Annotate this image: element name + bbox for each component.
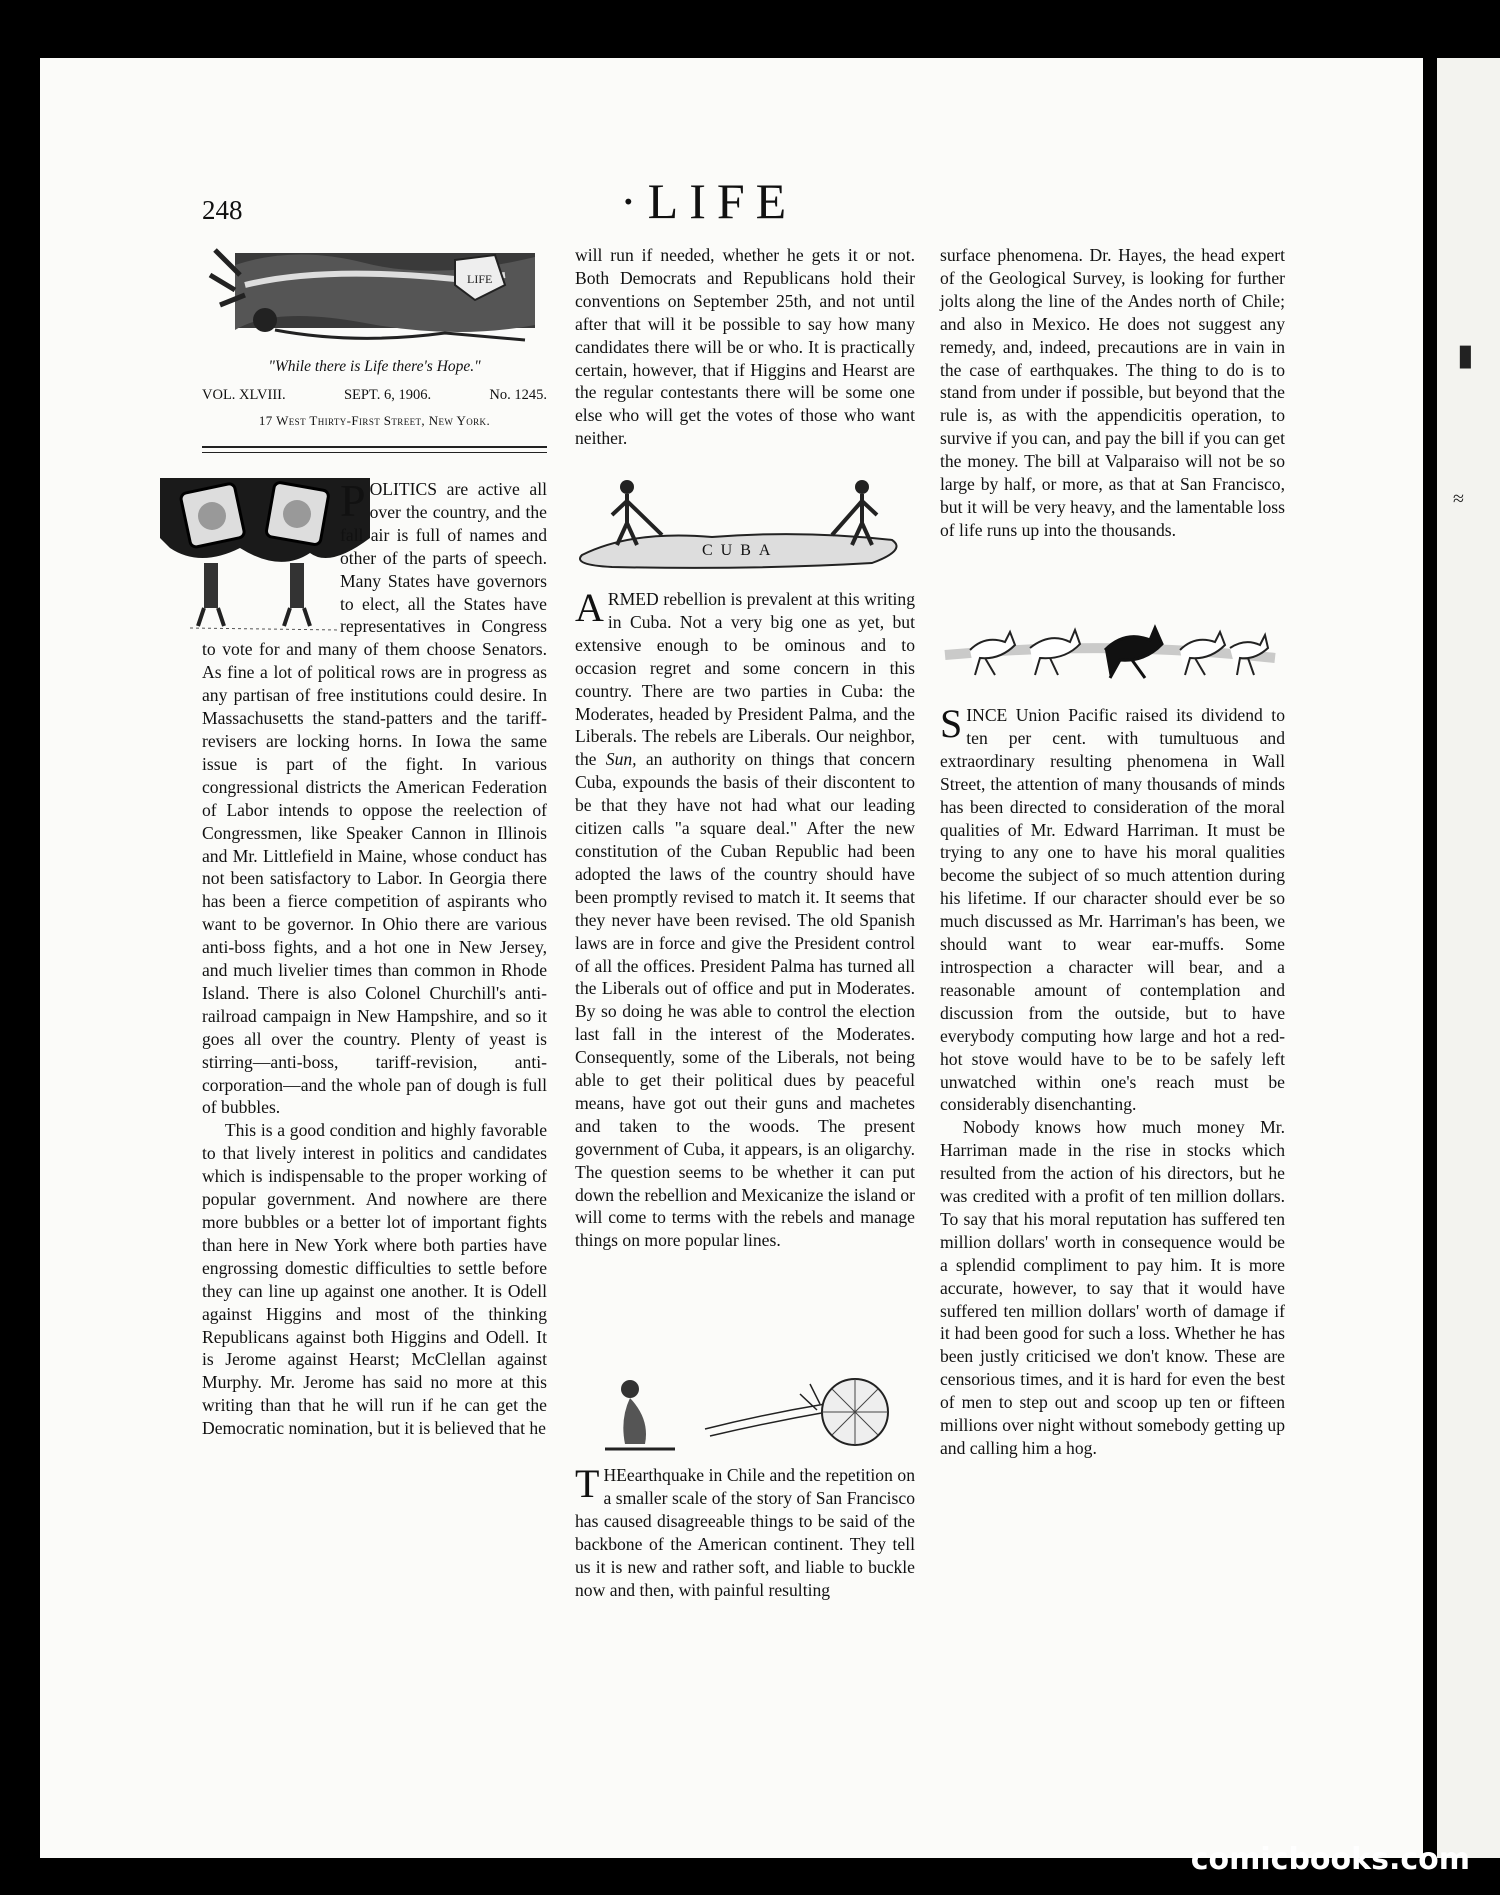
cuba-illustration	[572, 475, 917, 573]
cuba-lead-caps: RMED	[607, 589, 659, 609]
masthead-illustration	[205, 245, 545, 350]
next-page-edge	[1437, 58, 1500, 1858]
column-1	[202, 475, 547, 1440]
next-page-mark: ▮	[1457, 339, 1474, 372]
politics-continued: will run if needed, whether he gets it or not. Both Democrats and Republicans hold their conventions on September 25th, and not until after that will it be possible to say how many candidates there will be or who. It is practically certain, however, that if Higgins and Hearst are the regular contestants there will be some one else who will get the votes of those who want neither.	[575, 245, 915, 449]
cuba-text: rebellion is prevalent at this writing in Cuba. Not a very big one as yet, but extensive enough to be ominous and to occasion regret and some concern in this country. There are two parties in Cuba: the Moderates, headed by President Palma, and the Liberals. The rebels are Liberals. Our neighbor, the	[575, 589, 915, 770]
earthquake-illustration	[595, 1374, 905, 1456]
next-page-mark: ≈	[1453, 488, 1464, 510]
drop-cap: A	[575, 585, 604, 630]
column-2	[575, 244, 915, 450]
harriman-text: Union Pacific raised its dividend to ten per cent. with tumultuous and extraordinary resulting phenomena in Wall Street, the attention of many thousands of minds has been directed to consideration of the moral qualities of Mr. Edward Harriman. It must be trying to any one to have his moral qualities become the subject of so much attention during his lifetime. If our character should ever be so much discussed as Mr. Harriman's has been, we should want to wear ear-muffs. Some introspection a character will bear, and a reasonable amount of contemplation and discussion from the outside, but to have everybody computing how large and hot a red-hot stove would have to be to be safely left unwatched within one's reach must be considerably disenchanting.	[940, 705, 1285, 1115]
title-text: LIFE	[647, 173, 798, 229]
drop-cap: S	[940, 701, 963, 746]
address: 17 West Thirty-First Street, New York.	[258, 413, 491, 428]
header-rule	[202, 452, 547, 453]
horses-illustration	[940, 620, 1280, 680]
harriman-lead-caps: INCE	[966, 705, 1008, 725]
harriman-paragraph-2: Nobody knows how much money Mr. Harriman made in the rise in stocks which resulted from the action of his directors, but he was credited with a profit of ten million dollars. To say that his moral reputation has suffered ten million dollars' worth in consequence would be a splendid compliment to pay him. It is more accurate, however, to say that it would have suffered ten million dollars' worth of damage if it had been good for such a loss. Whether he has been justly criticised we don't know. These are censorious times, and it is hard for even the best of men to step out and scoop up ten or fifteen millions over night without somebody getting up and calling him a hog.	[940, 1117, 1285, 1458]
article-cuba	[575, 585, 915, 1252]
drop-cap: T	[575, 1461, 600, 1506]
masthead-banner-text: LIFE	[467, 272, 493, 286]
page-number: 248	[202, 195, 243, 225]
issue-number: No. 1245.	[489, 387, 547, 403]
politics-lead-text: OLITICS are active all over the country, and the fall air is full of names and other of the parts of speech. Many States have governors to elect, all the States have representatives in Congress to vote for and many of them choose Senators. As fine a lot of political rows are in progress as any partisan of free institutions could desire. In Massachusetts the stand-patters and the tariff-revisers are locking horns. In Iowa the same issue is part of the fight. In various congressional districts the American Federation of Labor intends to oppose the reelection of Congressmen, like Speaker Cannon in Illinois and Mr. Littlefield in Maine, whose conduct has not been satisfactory to Labor. In Georgia there has been a fierce competition of aspirants who want to be governor. In Ohio there are various anti-boss fights, and a hot one in New Jersey, and much livelier times than common in Rhode Island. There is also Colonel Churchill's anti-railroad campaign in New Hampshire, and so it goes all over the country. Plenty of yeast is stirring—anti-boss, tariff-revision, anti-corporation—and the whole pan of dough is full of bubbles.	[202, 479, 547, 1118]
title-dot: ·	[620, 173, 648, 229]
earthquake-text: earthquake in Chile and the repetition on a smaller scale of the story of San Francisco has caused disagreeable things to be said of the backbone of the American continent. They tell us it is new and rather soft, and liable to buckle now and then, with painful resulting	[575, 1465, 915, 1600]
cuba-text-2: an authority on things that concern Cuba, expounds the basis of their discontent to be that they have not had what our leading citizen calls "a square deal." After the new constitution of the Cuban Republic had been adopted the laws of the country should have been promptly revised to match it. It seems that they never have been revised. The old Spanish laws are in force and give the President control of all the offices. President Palma has turned all the Liberals out of office and put in Moderates. By so doing he was able to control the election last fall in the interest of the Moderates. Consequently, some of the Liberals, not being able to get their political dues by peaceful means, have got out their guns and machetes and taken to the woods. The present government of Cuba, it appears, is an oligarchy. The question seems to be whether it can put down the rebellion and Mexicanize the island or will come to terms with the rebels and manage things on more popular lines.	[575, 749, 915, 1251]
article-politics	[202, 475, 547, 1440]
earthquake-continued: surface phenomena. Dr. Hayes, the head expert of the Geological Survey, is looking for further jolts along the line of the Andes north of Chile; and also in Mexico. He does not suggest any remedy, and, indeed, precautions are in vain in the case of earthquakes. The thing to do is to stand from under if possible, but beyond that the rule is, as with the appendicitis operation, to survive if you can, and pay the bill if you can get the money. The bill at Valparaiso will not be so large by half, or more, as that at San Francisco, but it will be very heavy, and the lamentable loss of life runs up into the thousands.	[940, 245, 1285, 540]
column-3	[940, 244, 1285, 542]
volume: VOL. XLVIII.	[202, 387, 286, 403]
column-2-earthquake	[575, 1461, 915, 1601]
motto: "While there is Life there's Hope."	[268, 358, 481, 375]
watermark: comicbooks.com	[1190, 1842, 1470, 1877]
illustration-spacer	[160, 478, 340, 634]
drop-cap: P	[340, 475, 366, 526]
column-2-cuba	[575, 585, 915, 1252]
harriman-lead-paragraph	[940, 701, 1285, 1116]
issue-info	[202, 387, 547, 404]
header-rule	[202, 446, 547, 448]
article-earthquake	[575, 1461, 915, 1601]
cuba-sun-italic: Sun,	[605, 749, 637, 770]
issue-date: SEPT. 6, 1906.	[343, 387, 432, 403]
column-3-harriman	[940, 701, 1285, 1460]
magazine-title	[620, 172, 797, 230]
politics-paragraph-2: This is a good condition and highly favorable to that lively interest in politics and candidates which is indispensable to the proper working of popular government. And nowhere are there more bubbles or a better lot of important fights than here in New York where both parties have engrossing domestic difficulties to settle before they can line up against one another. It is Odell against Higgins and most of the thinking Republicans against both Higgins and Odell. It is Jerome against Hearst; McClellan against Murphy. Mr. Jerome has said no more at this writing than that he will run if he can get the Democratic nomination, but it is believed that he	[202, 1120, 547, 1439]
earthquake-lead-caps: HE	[603, 1465, 627, 1485]
cuba-map-label: CUBA	[702, 542, 779, 559]
